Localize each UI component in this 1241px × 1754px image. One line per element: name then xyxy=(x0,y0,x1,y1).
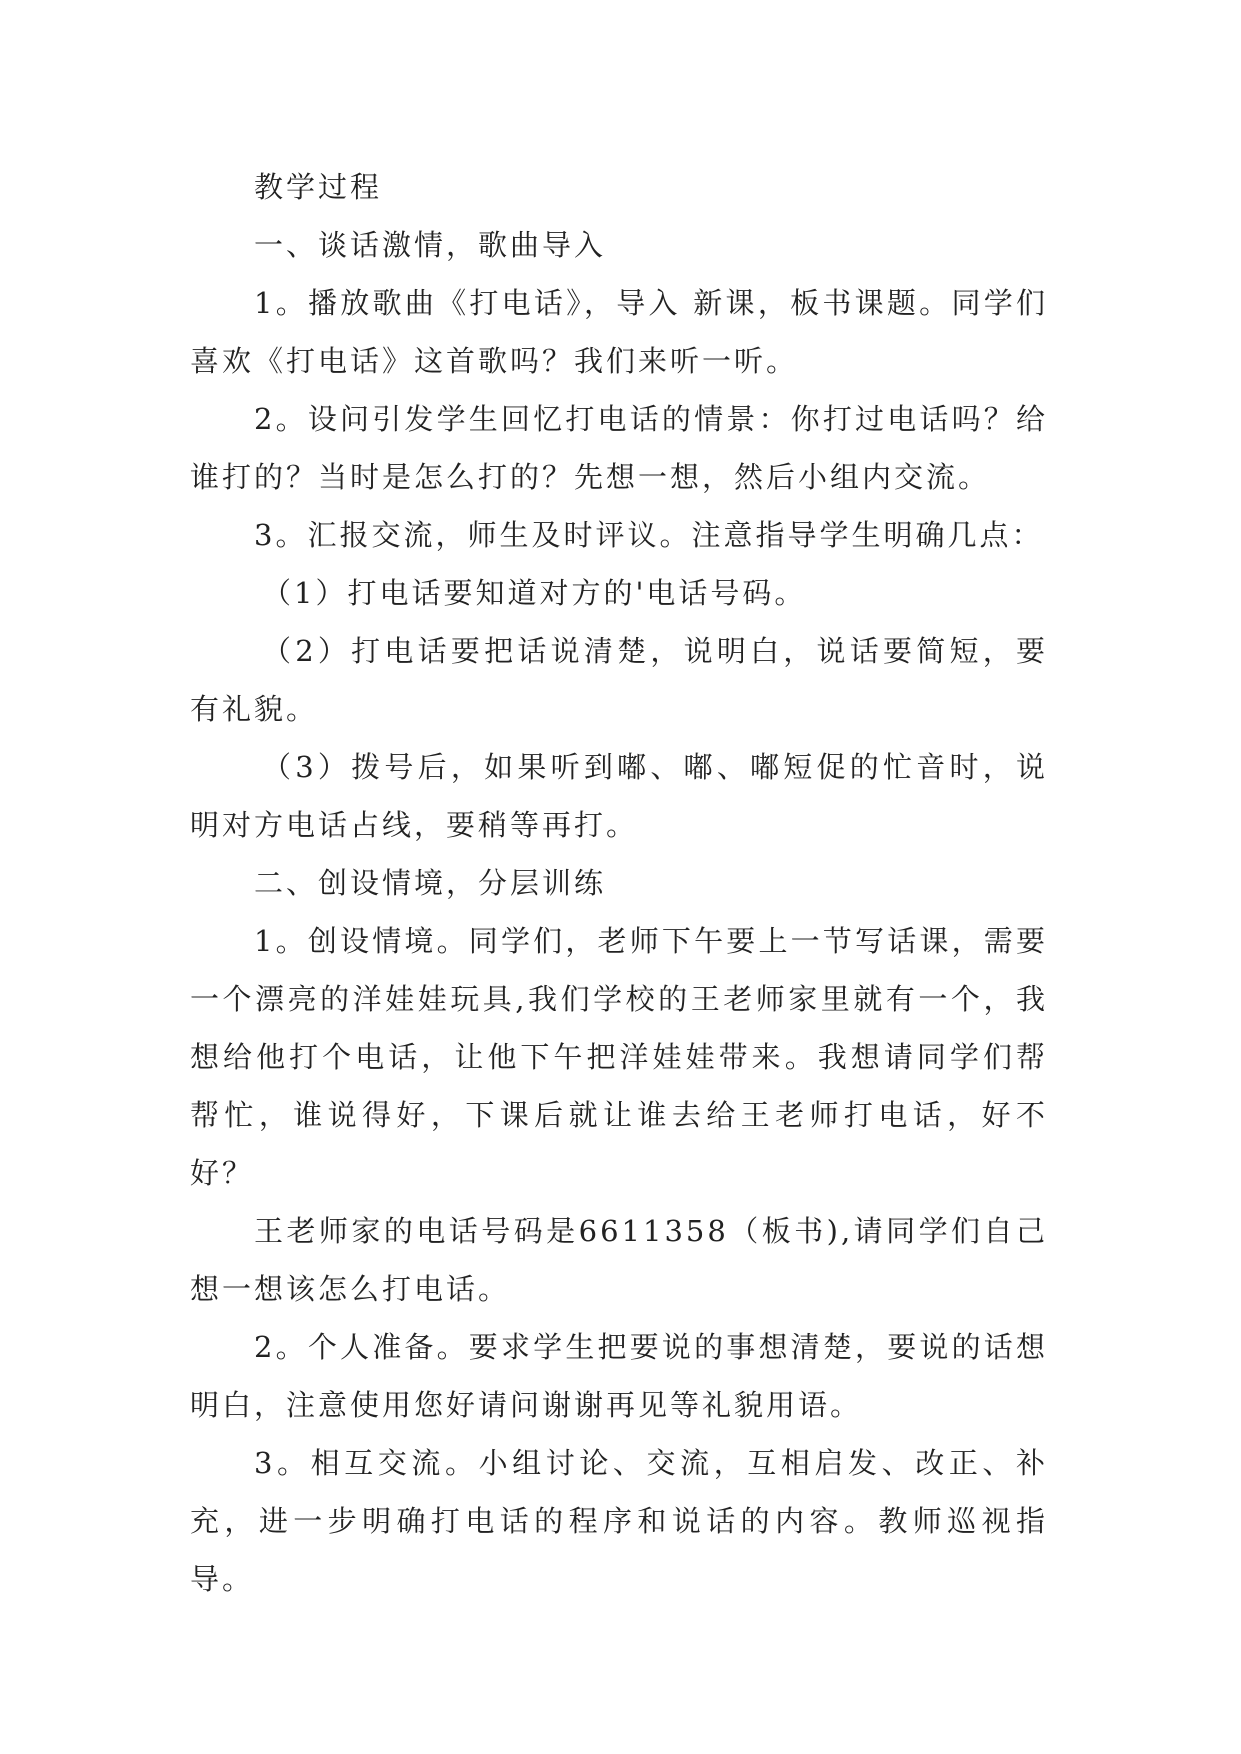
list-item: （1）打电话要知道对方的'电话号码。 xyxy=(262,576,807,610)
list-item: （3）拨号后，如果听到嘟、嘟、嘟短促的忙音时，说明对方电话占线，要稍等再打。 xyxy=(190,750,1048,842)
section-heading: 教学过程 xyxy=(254,170,383,204)
section-heading: 一、谈话激情，歌曲导入 xyxy=(254,228,607,262)
paragraph: 王老师家的电话号码是6611358（板书),请同学们自己想一想该怎么打电话。 xyxy=(190,1214,1048,1306)
paragraph: 1。创设情境。同学们，老师下午要上一节写话课，需要一个漂亮的洋娃娃玩具,我们学校的王老师家里就有一个，我想给他打个电话，让他下午把洋娃娃带来。我想请同学们帮帮忙，谁说得好，下课后就让谁去给王老师打电话，好不好？ xyxy=(190,924,1048,1190)
paragraph: 2。个人准备。要求学生把要说的事想清楚，要说的话想明白，注意使用您好请问谢谢再见等礼貌用语。 xyxy=(190,1330,1048,1422)
paragraph: 3。相互交流。小组讨论、交流，互相启发、改正、补充，进一步明确打电话的程序和说话的内容。教师巡视指导。 xyxy=(190,1446,1048,1596)
section-heading: 二、创设情境，分层训练 xyxy=(254,866,607,900)
paragraph: 1。播放歌曲《打电话》，导入 新课，板书课题。同学们喜欢《打电话》这首歌吗？我们来听一听。 xyxy=(190,286,1048,378)
paragraph: 2。设问引发学生回忆打电话的情景：你打过电话吗？给谁打的？当时是怎么打的？先想一想，然后小组内交流。 xyxy=(190,402,1048,494)
paragraph: 3。汇报交流，师生及时评议。注意指导学生明确几点： xyxy=(254,518,1044,552)
document-body xyxy=(190,158,1048,1608)
list-item: （2）打电话要把话说清楚，说明白，说话要简短，要有礼貌。 xyxy=(190,634,1048,726)
